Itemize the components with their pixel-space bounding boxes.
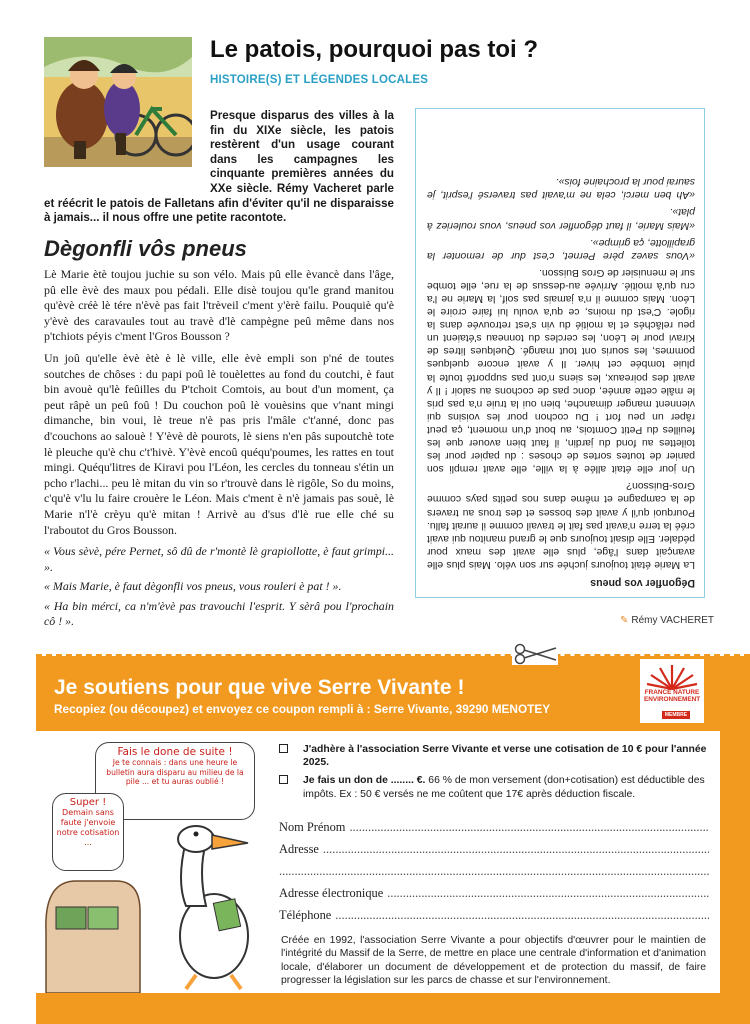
association-description: Créée en 1992, l'association Serre Vivante a pour objectifs d'œuvrer pour le maintien de l'intégrité du Massif de la Serre, de mettre en place une centrale d'information et d'animation locale, d'élaborer un document de développement et de protection du massif, de faire progresser la législation sur les parcs de chasse et sur l'environnement. xyxy=(281,935,706,987)
page-title: Le patois, pourquoi pas toi ? xyxy=(210,36,538,63)
donation-checkbox[interactable] xyxy=(279,775,288,784)
speech-bubble-1: Fais le done de suite ! Je te connais : dans une heure le bulletin aura disparu au milieu de la pile ... et tu auras oublié ! xyxy=(95,742,255,820)
membership-checkbox[interactable] xyxy=(279,744,288,753)
donation-option[interactable]: Je fais un don de ........ €. 66 % de mon versement (don+cotisation) est déductible des impôts. Ex : 50 € versés ne me coûtent que 17€ après déduction fiscale. xyxy=(263,774,718,800)
speech-bubble-2: Super ! Demain sans faute j'envoie notre cotisation ... xyxy=(52,793,124,871)
translation-box xyxy=(415,108,705,598)
patois-text xyxy=(44,267,394,634)
patois-quote: « Ha bin mérci, ca n'm'èvè pas travouchi l'esprit. Y sèrâ pou l'prochain cô ! ». xyxy=(44,598,394,629)
scissors-icon xyxy=(512,643,558,665)
coupon-subtitle: Recopiez (ou découpez) et envoyez ce coupon rempli à : Serre Vivante, 39290 MENOTEY xyxy=(54,702,551,716)
translation-quote: «Mais Marie, il faut dégonfler vos pneus, vous rouleriez à plat». xyxy=(427,206,695,231)
email-field[interactable]: Adresse électronique ..... xyxy=(279,886,709,902)
section-title: Dègonfli vôs pneus xyxy=(44,236,247,261)
author-signature: ✎ Rémy VACHERET xyxy=(620,615,714,626)
address-field-line-2[interactable] xyxy=(279,864,709,880)
translation-paragraph: Un jour elle était allée à la ville, elle avait rempli son panier de toutes sortes de choses : du papier pour les toilettes au fond du jardin, il faut bien avouer que les feuilles du Petit Comtois, au bout d'un moment, ça peut râper un peu fort ! Du cochon pour les voisins qui viennent manger dimanche, bien oui la truie n'a pas pris le mâle cette année, donc pas de cochons au saloir ! Il y avait des poireaux, les siens n'ont pas supporté toute la pluie tombée cet hiver. Il y avait encore quelques pommes, les souris ont tout mangé. Quelques litres de Kiravi pour le Léon, les cercles du tonneau s'étaient un peu relâchés et la moitié du vin s'est retrouvée dans la rigole. C'est du moins, ce qu'a voulu lui faire croire le Léon. Mais comme il n'a jamais pas soif, la Marie ne l'a cru qu'à moitié. Arrivée au-dessus de la rue, elle tombe sur le menuisier de Gros Buisson. xyxy=(427,266,695,475)
intro-paragraph: Presque disparus des villes à la fin du XIXe siècle, les patois restèrent d'un usage courant dans les campagnes les cinquante premières années du XXe siècle. Rémy Vacheret parle et réécrit le patois de Falletans afin d'éviter qu'il ne disparaisse à jamais... il nous offre une petite racontote. xyxy=(44,109,394,225)
fne-logo: FRANCE NATURE ENVIRONNEMENT MEMBRE xyxy=(640,659,704,723)
translation-quote: «Vous savez père Pernet, c'est dur de remonter la grapillotte, ça grimpe». xyxy=(427,236,695,261)
pencil-icon: ✎ xyxy=(620,615,629,626)
translation-paragraph: La Marie était toujours juchée sur son vélo. Mais plus elle avançait dans l'âge, plus elle avait des maux pour pédaler. Elle disait toujours que le grand manitou qui avait créé la terre n'avait pas fait le travail comme il aurait fallu. Pourquoi qu'il y avait des bosses et des trous au travers de la campagne et même dans nos petits pays comme Gros-Buisson? xyxy=(427,480,695,570)
translation-quote: «Ah ben merci, cela ne m'avait pas traversé l'esprit, je saurai pour la prochaine fois». xyxy=(427,176,695,201)
patois-paragraph: Lè Marie ètè toujou juchie su son vélo. Mais pû elle èvancè dans l'âge, pû elle èvè des maux pou pédali. Elle disè toujou qu'le grand manitou qu'èvè créè lè tére n'èvè pas fait l'trèveil c'ment y'èrè failu. Pouquiè qu'è y'èvè des caravaules tout au travè d'lè campègne peû même dans nos p'tchiots péyis c'ment l'Gros Bousson ? xyxy=(44,267,394,344)
patois-paragraph: Un joû qu'elle èvè ètè è lè ville, elle èvè empli son p'né de toutes soutches de chôses : du papi poû lè touèlettes au fond du coutchi, è faut bin avouè qu'lè feûilles du P'tchoit Comtois, au bout d'un moment, ça peut râpè un peû foû ! Du couchon poû lè vouèsins que v'nant mingi dimanche, bin voui, lè treue n'è pas pris l'mâle c't'anné, donc pas d'couchons ao salouè ! Y'èvè dè pourots, lè siens n'en pâs supoutchè tote lè pleuche qu'è chu c't'hivè. Y'èvè encoû quéqu'poumes, les rattes en tout mingi. Quéqu'litres de Kiravi pou l'Léon, les cercles du tonneau s'étin un pcho r'lachi... peu lè mitan du vin so r'trouvè dans lè rigôle, So du moins, c'qu'è v'lu lu faire crouère le Léon. Mais c'ment è n'è jamais pas souè, lè Marie n'l'è crèyu qu'è mitan ! Arrivè au d'sus d'lè rue elle ché su l'raboutot du Gros Bousson. xyxy=(44,350,394,537)
phone-field[interactable]: Téléphone ..... xyxy=(279,908,709,924)
patois-quote: « Vous sèvè, pére Pernet, sô dû de r'montè lè grapiollotte, è faut grimpi... ». xyxy=(44,544,394,574)
coupon-title: Je soutiens pour que vive Serre Vivante ! xyxy=(54,676,465,699)
translation-title: Dégonfler vos pneus xyxy=(590,577,695,589)
name-field[interactable]: Nom Prénom ..... xyxy=(279,820,709,836)
address-field[interactable]: Adresse ..... xyxy=(279,842,709,858)
membership-option[interactable]: J'adhère à l'association Serre Vivante et verse une cotisation de 10 € pour l'année 2025. xyxy=(263,743,718,769)
page-subtitle: HISTOIRE(S) ET LÉGENDES LOCALES xyxy=(210,74,429,86)
patois-quote: « Mais Marie, è faut dègonfli vos pneus, vous rouleri è pat ! ». xyxy=(44,579,342,594)
